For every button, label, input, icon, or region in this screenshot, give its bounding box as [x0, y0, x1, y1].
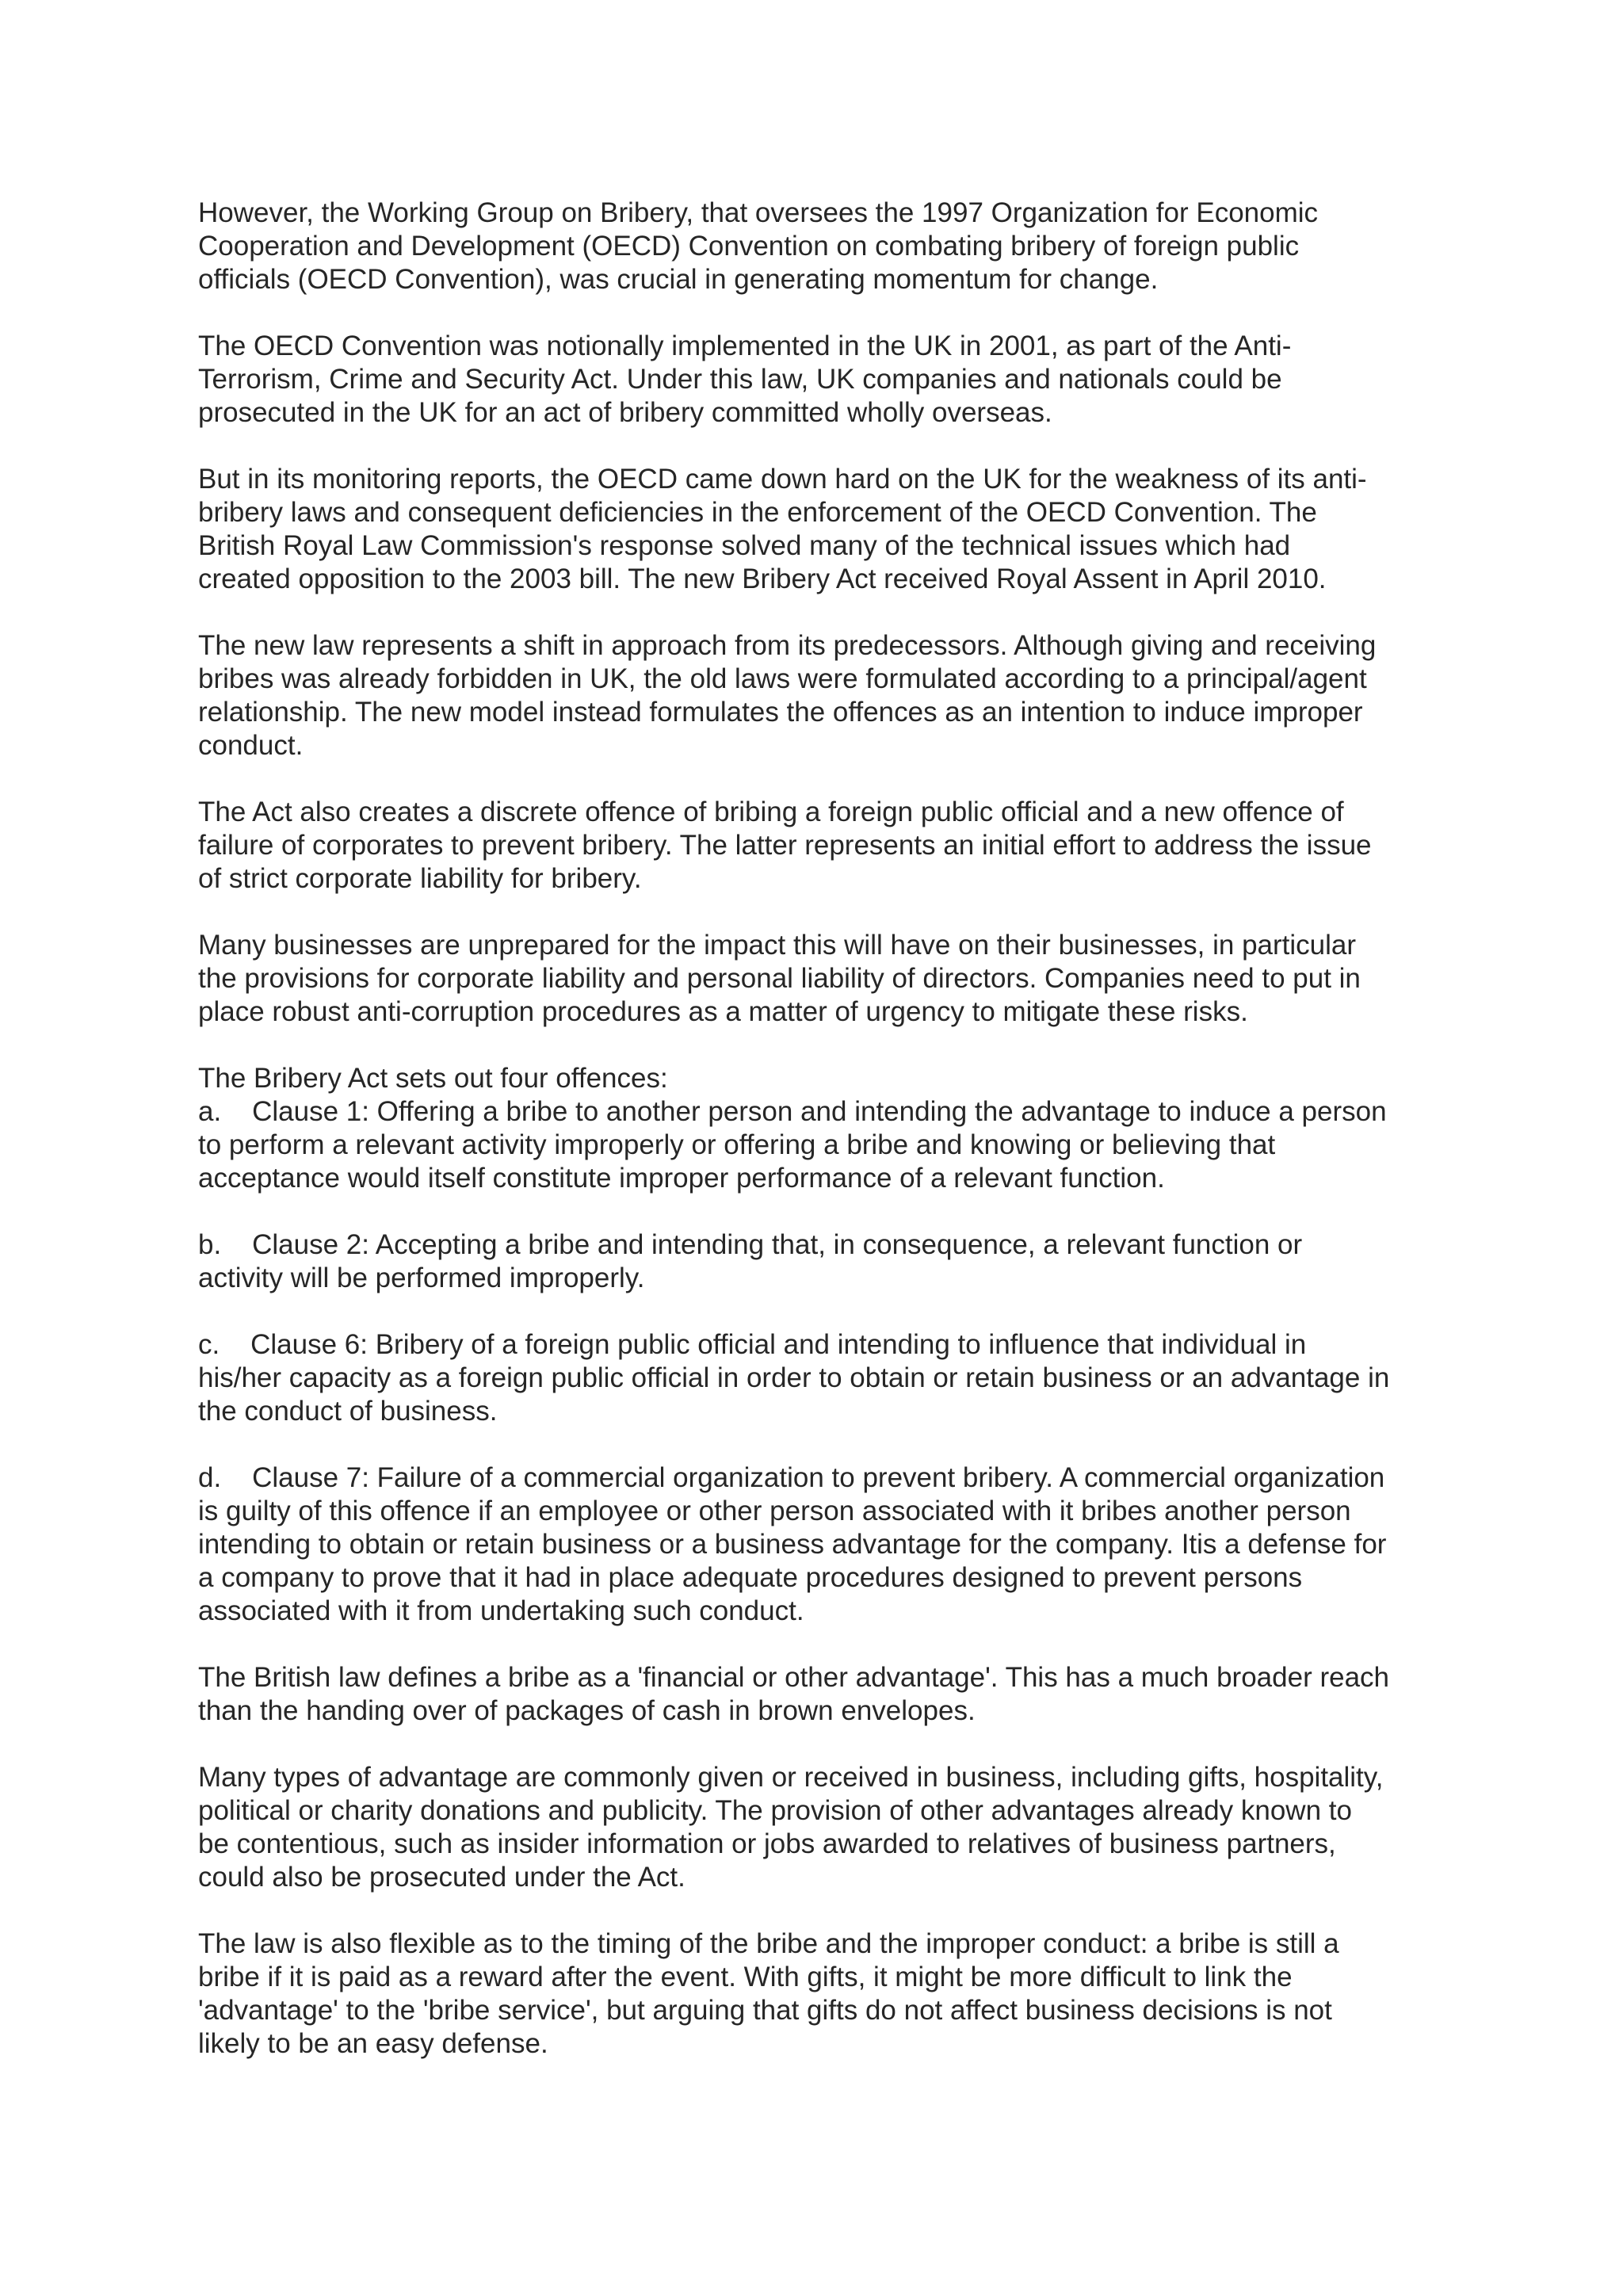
text-line: But in its monitoring reports, the OECD came down hard on the UK for the weakness of its anti-: [198, 464, 1367, 495]
text-line: b. Clause 2: Accepting a bribe and intending that, in consequence, a relevant function or: [198, 1229, 1303, 1260]
paragraph: [198, 1661, 1450, 1728]
text-line: The law is also flexible as to the timing of the bribe and the improper conduct: a bribe is still a: [198, 1928, 1339, 1959]
paragraph: [198, 330, 1450, 430]
paragraph: [198, 1228, 1450, 1295]
text-line: place robust anti-corruption procedures as a matter of urgency to mitigate these risks.: [198, 996, 1248, 1027]
paragraph: [198, 1761, 1450, 1894]
paragraph: [198, 929, 1450, 1029]
paragraph: [198, 1328, 1450, 1428]
text-line: the provisions for corporate liability and personal liability of directors. Companies need to put in: [198, 963, 1361, 994]
paragraph: [198, 629, 1450, 762]
text-line: The OECD Convention was notionally implemented in the UK in 2001, as part of the Anti-: [198, 330, 1292, 361]
text-line: acceptance would itself constitute improper performance of a relevant function.: [198, 1163, 1165, 1194]
text-line: Many businesses are unprepared for the impact this will have on their businesses, in particular: [198, 930, 1357, 961]
text-line: than the handing over of packages of cash in brown envelopes.: [198, 1695, 976, 1726]
paragraph: [198, 197, 1450, 296]
text-line: failure of corporates to prevent bribery. The latter represents an initial effort to address the issue: [198, 830, 1372, 861]
paragraph: [198, 796, 1450, 896]
text-line: created opposition to the 2003 bill. The new Bribery Act received Royal Assent in April 2010.: [198, 563, 1327, 594]
paragraph: [198, 463, 1450, 596]
text-line: a. Clause 1: Offering a bribe to another person and intending the advantage to induce a person: [198, 1096, 1387, 1127]
text-line: c. Clause 6: Bribery of a foreign public official and intending to influence that individual in: [198, 1329, 1307, 1360]
document-page: [198, 197, 1450, 2094]
text-line: likely to be an easy defense.: [198, 2028, 548, 2059]
text-line: his/her capacity as a foreign public official in order to obtain or retain business or an advantage in: [198, 1362, 1390, 1393]
text-line: relationship. The new model instead formulates the offences as an intention to induce improper: [198, 697, 1363, 728]
text-line: could also be prosecuted under the Act.: [198, 1862, 685, 1893]
text-line: officials (OECD Convention), was crucial in generating momentum for change.: [198, 264, 1159, 295]
text-line: be contentious, such as insider information or jobs awarded to relatives of business partners,: [198, 1828, 1336, 1859]
text-line: 'advantage' to the 'bribe service', but arguing that gifts do not affect business decisions is not: [198, 1995, 1332, 2026]
text-line: bribe if it is paid as a reward after the event. With gifts, it might be more difficult to link the: [198, 1962, 1293, 1992]
text-line: The Act also creates a discrete offence of bribing a foreign public official and a new offence of: [198, 797, 1344, 827]
text-line: activity will be performed improperly.: [198, 1263, 645, 1293]
text-line: is guilty of this offence if an employee or other person associated with it bribes another person: [198, 1496, 1351, 1526]
text-line: bribes was already forbidden in UK, the old laws were formulated according to a principal/agent: [198, 663, 1367, 694]
paragraph: [198, 1062, 1450, 1195]
text-line: British Royal Law Commission's response solved many of the technical issues which had: [198, 530, 1291, 561]
document-body: [198, 197, 1450, 2061]
text-line: The new law represents a shift in approach from its predecessors. Although giving and receiving: [198, 630, 1377, 661]
text-line: conduct.: [198, 730, 304, 761]
text-line: political or charity donations and publicity. The provision of other advantages already known to: [198, 1795, 1352, 1826]
text-line: intending to obtain or retain business or a business advantage for the company. Itis a defense for: [198, 1529, 1387, 1560]
text-line: The British law defines a bribe as a 'financial or other advantage'. This has a much broader reach: [198, 1662, 1390, 1693]
text-line: Cooperation and Development (OECD) Convention on combating bribery of foreign public: [198, 231, 1300, 262]
text-line: prosecuted in the UK for an act of bribery committed wholly overseas.: [198, 397, 1052, 428]
paragraph: [198, 1461, 1450, 1628]
text-line: The Bribery Act sets out four offences:: [198, 1063, 668, 1094]
text-line: d. Clause 7: Failure of a commercial organization to prevent bribery. A commercial organization: [198, 1462, 1385, 1493]
text-line: associated with it from undertaking such conduct.: [198, 1595, 804, 1626]
paragraph: [198, 1927, 1450, 2061]
text-line: Terrorism, Crime and Security Act. Under this law, UK companies and nationals could be: [198, 364, 1282, 395]
text-line: of strict corporate liability for bribery.: [198, 863, 642, 894]
text-line: to perform a relevant activity improperly or offering a bribe and knowing or believing that: [198, 1129, 1276, 1160]
text-line: a company to prove that it had in place adequate procedures designed to prevent persons: [198, 1562, 1303, 1593]
text-line: the conduct of business.: [198, 1396, 498, 1427]
text-line: bribery laws and consequent deficiencies in the enforcement of the OECD Convention. The: [198, 497, 1317, 528]
text-line: However, the Working Group on Bribery, that oversees the 1997 Organization for Economic: [198, 197, 1319, 228]
text-line: Many types of advantage are commonly given or received in business, including gifts, hospitality,: [198, 1762, 1384, 1793]
